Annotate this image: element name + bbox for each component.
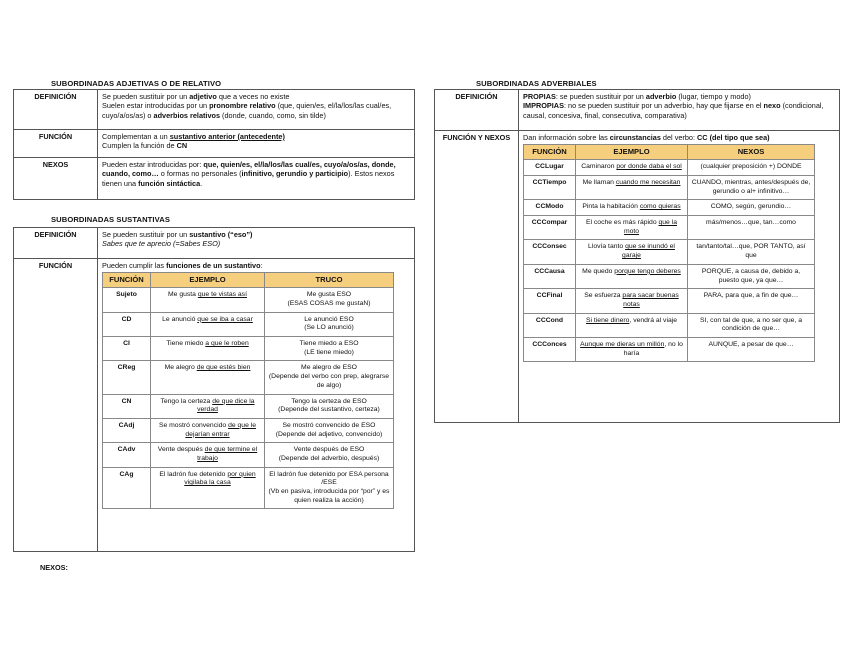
adverbiales-title: SUBORDINADAS ADVERBIALES [476, 79, 597, 88]
row-truco: Tiene miedo a ESO (LE tiene miedo) [265, 337, 394, 361]
sustantivas-def-text: Se pueden sustituir por un sustantivo (“eso”) Sabes que te aprecio (=Sabes ESO) [98, 228, 415, 259]
row-ejemplo: Le anunció que se iba a casar [151, 312, 265, 336]
row-funcion: Sujeto [103, 288, 151, 312]
row-truco: Vente después de ESO (Depende del adverbio, después) [265, 443, 394, 467]
row-truco: Tengo la certeza de ESO (Depende del sustantivo, certeza) [265, 394, 394, 418]
row-funcion: CCCausa [524, 264, 576, 288]
table-row [524, 264, 815, 288]
row-ejemplo: Vente después de que termine el trabajo [151, 443, 265, 467]
row-ejemplo: Pinta la habitación como quieras [576, 200, 688, 216]
row-funcion: CI [103, 337, 151, 361]
row-ejemplo: Llovía tanto que se inundó el garaje [576, 240, 688, 264]
row-truco: Le anunció ESO (Se LO anunció) [265, 312, 394, 336]
row-funcion: CCFinal [524, 289, 576, 313]
row-ejemplo: Se mostró convencido de que le dejarían entrar [151, 418, 265, 442]
row-nexos: PARA, para que, a fin de que… [688, 289, 815, 313]
table-row [103, 361, 394, 394]
row-ejemplo: Si tiene dinero, vendrá al viaje [576, 313, 688, 337]
row-truco: Me gusta ESO (ESAS COSAS me gustaN) [265, 288, 394, 312]
row-truco: Se mostró convencido de ESO (Depende del adjetivo, convencido) [265, 418, 394, 442]
row-funcion: CAdv [103, 443, 151, 467]
table-row [524, 216, 815, 240]
table-row [103, 443, 394, 467]
row-funcion: CAdj [103, 418, 151, 442]
row-ejemplo: Me quedo porque tengo deberes [576, 264, 688, 288]
table-row [103, 312, 394, 336]
col-header-ejemplo: EJEMPLO [151, 273, 265, 288]
row-truco: Me alegro de ESO (Depende del verbo con prep, alegrarse de algo) [265, 361, 394, 394]
table-row [103, 337, 394, 361]
row-funcion: CCConsec [524, 240, 576, 264]
col-header-ejemplo: EJEMPLO [576, 145, 688, 160]
col-header-nexos: NEXOS [688, 145, 815, 160]
adverbiales-table [434, 89, 840, 423]
table-row [524, 289, 815, 313]
row-ejemplo: Me llaman cuando me necesitan [576, 176, 688, 200]
row-funcion: CCTiempo [524, 176, 576, 200]
row-ejemplo: Me gusta que te vistas así [151, 288, 265, 312]
row-ejemplo: El ladrón fue detenido por quien vigilaba la casa [151, 467, 265, 509]
table-row [103, 467, 394, 509]
row-ejemplo: Aunque me dieras un millón, no lo haría [576, 337, 688, 361]
row-funcion: CCConces [524, 337, 576, 361]
adverbiales-def-text: PROPIAS: se pueden sustituir por un adverbio (lugar, tiempo y modo) IMPROPIAS: no se pueden sustituir por un adverbio, hay que fijarse en el nexo (condicional, causal, concesiva, final, consecutiva, comparativa) [519, 90, 840, 131]
table-row [103, 418, 394, 442]
row-funcion: CCCond [524, 313, 576, 337]
row-nexos: COMO, según, gerundio… [688, 200, 815, 216]
sustantivas-inner-table [102, 272, 394, 509]
footer-nexos-label: NEXOS: [40, 563, 68, 572]
row-ejemplo: El coche es más rápido que la moto [576, 216, 688, 240]
row-truco: El ladrón fue detenido por ESA persona /ESE (Vb en pasiva, introducida por “por” y es quien realiza la acción) [265, 467, 394, 509]
adjetivas-fun-label: FUNCIÓN [14, 130, 98, 158]
row-nexos: SI, con tal de que, a no ser que, a condición de que… [688, 313, 815, 337]
table-row [524, 176, 815, 200]
sustantivas-fun-cell: Pueden cumplir las funciones de un sustantivo: FUNCIÓN EJEMPLO TRUCO Sujeto Me gusta que te vistas así Me gusta ESO (ESAS COSAS me gustaN) CD Le anunció que se iba a casar Le anunció ESO (Se LO anunció) CI Tiene miedo a que le roben Tiene miedo a ESO (LE tiene miedo) CReg Me alegro de que estés bien Me alegro de ESO (Depende del verbo con prep, alegrarse de algo) CN Tengo la certeza de que dice la verdad Tengo la certeza de ESO (Depende del sustantivo, certeza) CAdj Se mostró convencido de que le dejarían entrar Se mostró convencido de ESO (Depende del adjetivo, convencido) CAdv Vente después de que termine el trabajo Vente después de ESO (Depende del adverbio, después) CAg El ladrón fue detenido por quien vigilaba la casa El ladrón fue detenido por ESA persona /ESE (Vb en pasiva, introducida por “por” y es quien realiza la acción) [98, 259, 415, 552]
row-nexos: AUNQUE, a pesar de que… [688, 337, 815, 361]
row-funcion: CCCompar [524, 216, 576, 240]
adjetivas-def-label: DEFINICIÓN [14, 90, 98, 130]
row-ejemplo: Caminaron por donde daba el sol [576, 160, 688, 176]
row-ejemplo: Tiene miedo a que le roben [151, 337, 265, 361]
row-nexos: (cualquier preposición +) DONDE [688, 160, 815, 176]
row-funcion: CAg [103, 467, 151, 509]
adverbiales-fun-cell: Dan información sobre las circunstancias del verbo: CC (del tipo que sea) FUNCIÓN EJEMPLO NEXOS CCLugar Caminaron por donde daba el sol (cualquier preposición +) DONDE CCTiempo Me llaman cuando me necesitan CUANDO, mientras, antes/después de, gerundio o al+ infinitivo… CCModo Pinta la habitación como quieras COMO, según, gerundio… CCCompar El coche es más rápido que la moto más/menos…que, tan…como CCConsec Llovía tanto que se inundó el garaje tan/tanto/tal…que, POR TANTO, así que CCCausa Me quedo porque tengo deberes PORQUE, a causa de, debido a, puesto que, ya que… CCFinal Se esfuerza para sacar buenas notas PARA, para que, a fin de que… CCCond Si tiene dinero, vendrá al viaje SI, con tal de que, a no ser que, a condición de que… CCConces Aunque me dieras un millón, no lo haría AUNQUE, a pesar de que… [519, 131, 840, 423]
adjetivas-table [13, 89, 415, 200]
sustantivas-table [13, 227, 415, 552]
row-funcion: CCLugar [524, 160, 576, 176]
adjetivas-nex-text: Pueden estar introducidas por: que, quien/es, el/la/los/las cual/es, cuyo/a/os/as, donde, cuando, como… o formas no personales (infinitivo, gerundio y participio). Estos nexos tienen una función sintáctica. [98, 158, 415, 200]
adverbiales-inner-table [523, 144, 815, 362]
col-header-funcion: FUNCIÓN [524, 145, 576, 160]
row-ejemplo: Tengo la certeza de que dice la verdad [151, 394, 265, 418]
adjetivas-nex-label: NEXOS [14, 158, 98, 200]
sustantivas-fun-label: FUNCIÓN [14, 259, 98, 552]
row-funcion: CReg [103, 361, 151, 394]
row-nexos: CUANDO, mientras, antes/después de, gerundio o al+ infinitivo… [688, 176, 815, 200]
sustantivas-def-label: DEFINICIÓN [14, 228, 98, 259]
adverbiales-def-label: DEFINICIÓN [435, 90, 519, 131]
adverbiales-fun-label: FUNCIÓN Y NEXOS [435, 131, 519, 423]
row-nexos: tan/tanto/tal…que, POR TANTO, así que [688, 240, 815, 264]
table-row [524, 200, 815, 216]
table-row [524, 160, 815, 176]
row-funcion: CCModo [524, 200, 576, 216]
adjetivas-def-text: Se pueden sustituir por un adjetivo que a veces no existe Suelen estar introducidas por un pronombre relativo (que, quien/es, el/la/los/las cual/es, cuyo/a/os/as) o adverbios relativos (donde, cuando, como, sin tilde) [98, 90, 415, 130]
row-funcion: CD [103, 312, 151, 336]
adjetivas-fun-text: Complementan a un sustantivo anterior (antecedente) Cumplen la función de CN [98, 130, 415, 158]
row-nexos: más/menos…que, tan…como [688, 216, 815, 240]
adjetivas-title: SUBORDINADAS ADJETIVAS O DE RELATIVO [51, 79, 222, 88]
row-nexos: PORQUE, a causa de, debido a, puesto que, ya que… [688, 264, 815, 288]
col-header-truco: TRUCO [265, 273, 394, 288]
row-ejemplo: Me alegro de que estés bien [151, 361, 265, 394]
row-funcion: CN [103, 394, 151, 418]
table-row [524, 337, 815, 361]
table-row [524, 240, 815, 264]
table-row [103, 394, 394, 418]
sustantivas-title: SUBORDINADAS SUSTANTIVAS [51, 215, 170, 224]
row-ejemplo: Se esfuerza para sacar buenas notas [576, 289, 688, 313]
table-row [524, 313, 815, 337]
table-row [103, 288, 394, 312]
col-header-funcion: FUNCIÓN [103, 273, 151, 288]
